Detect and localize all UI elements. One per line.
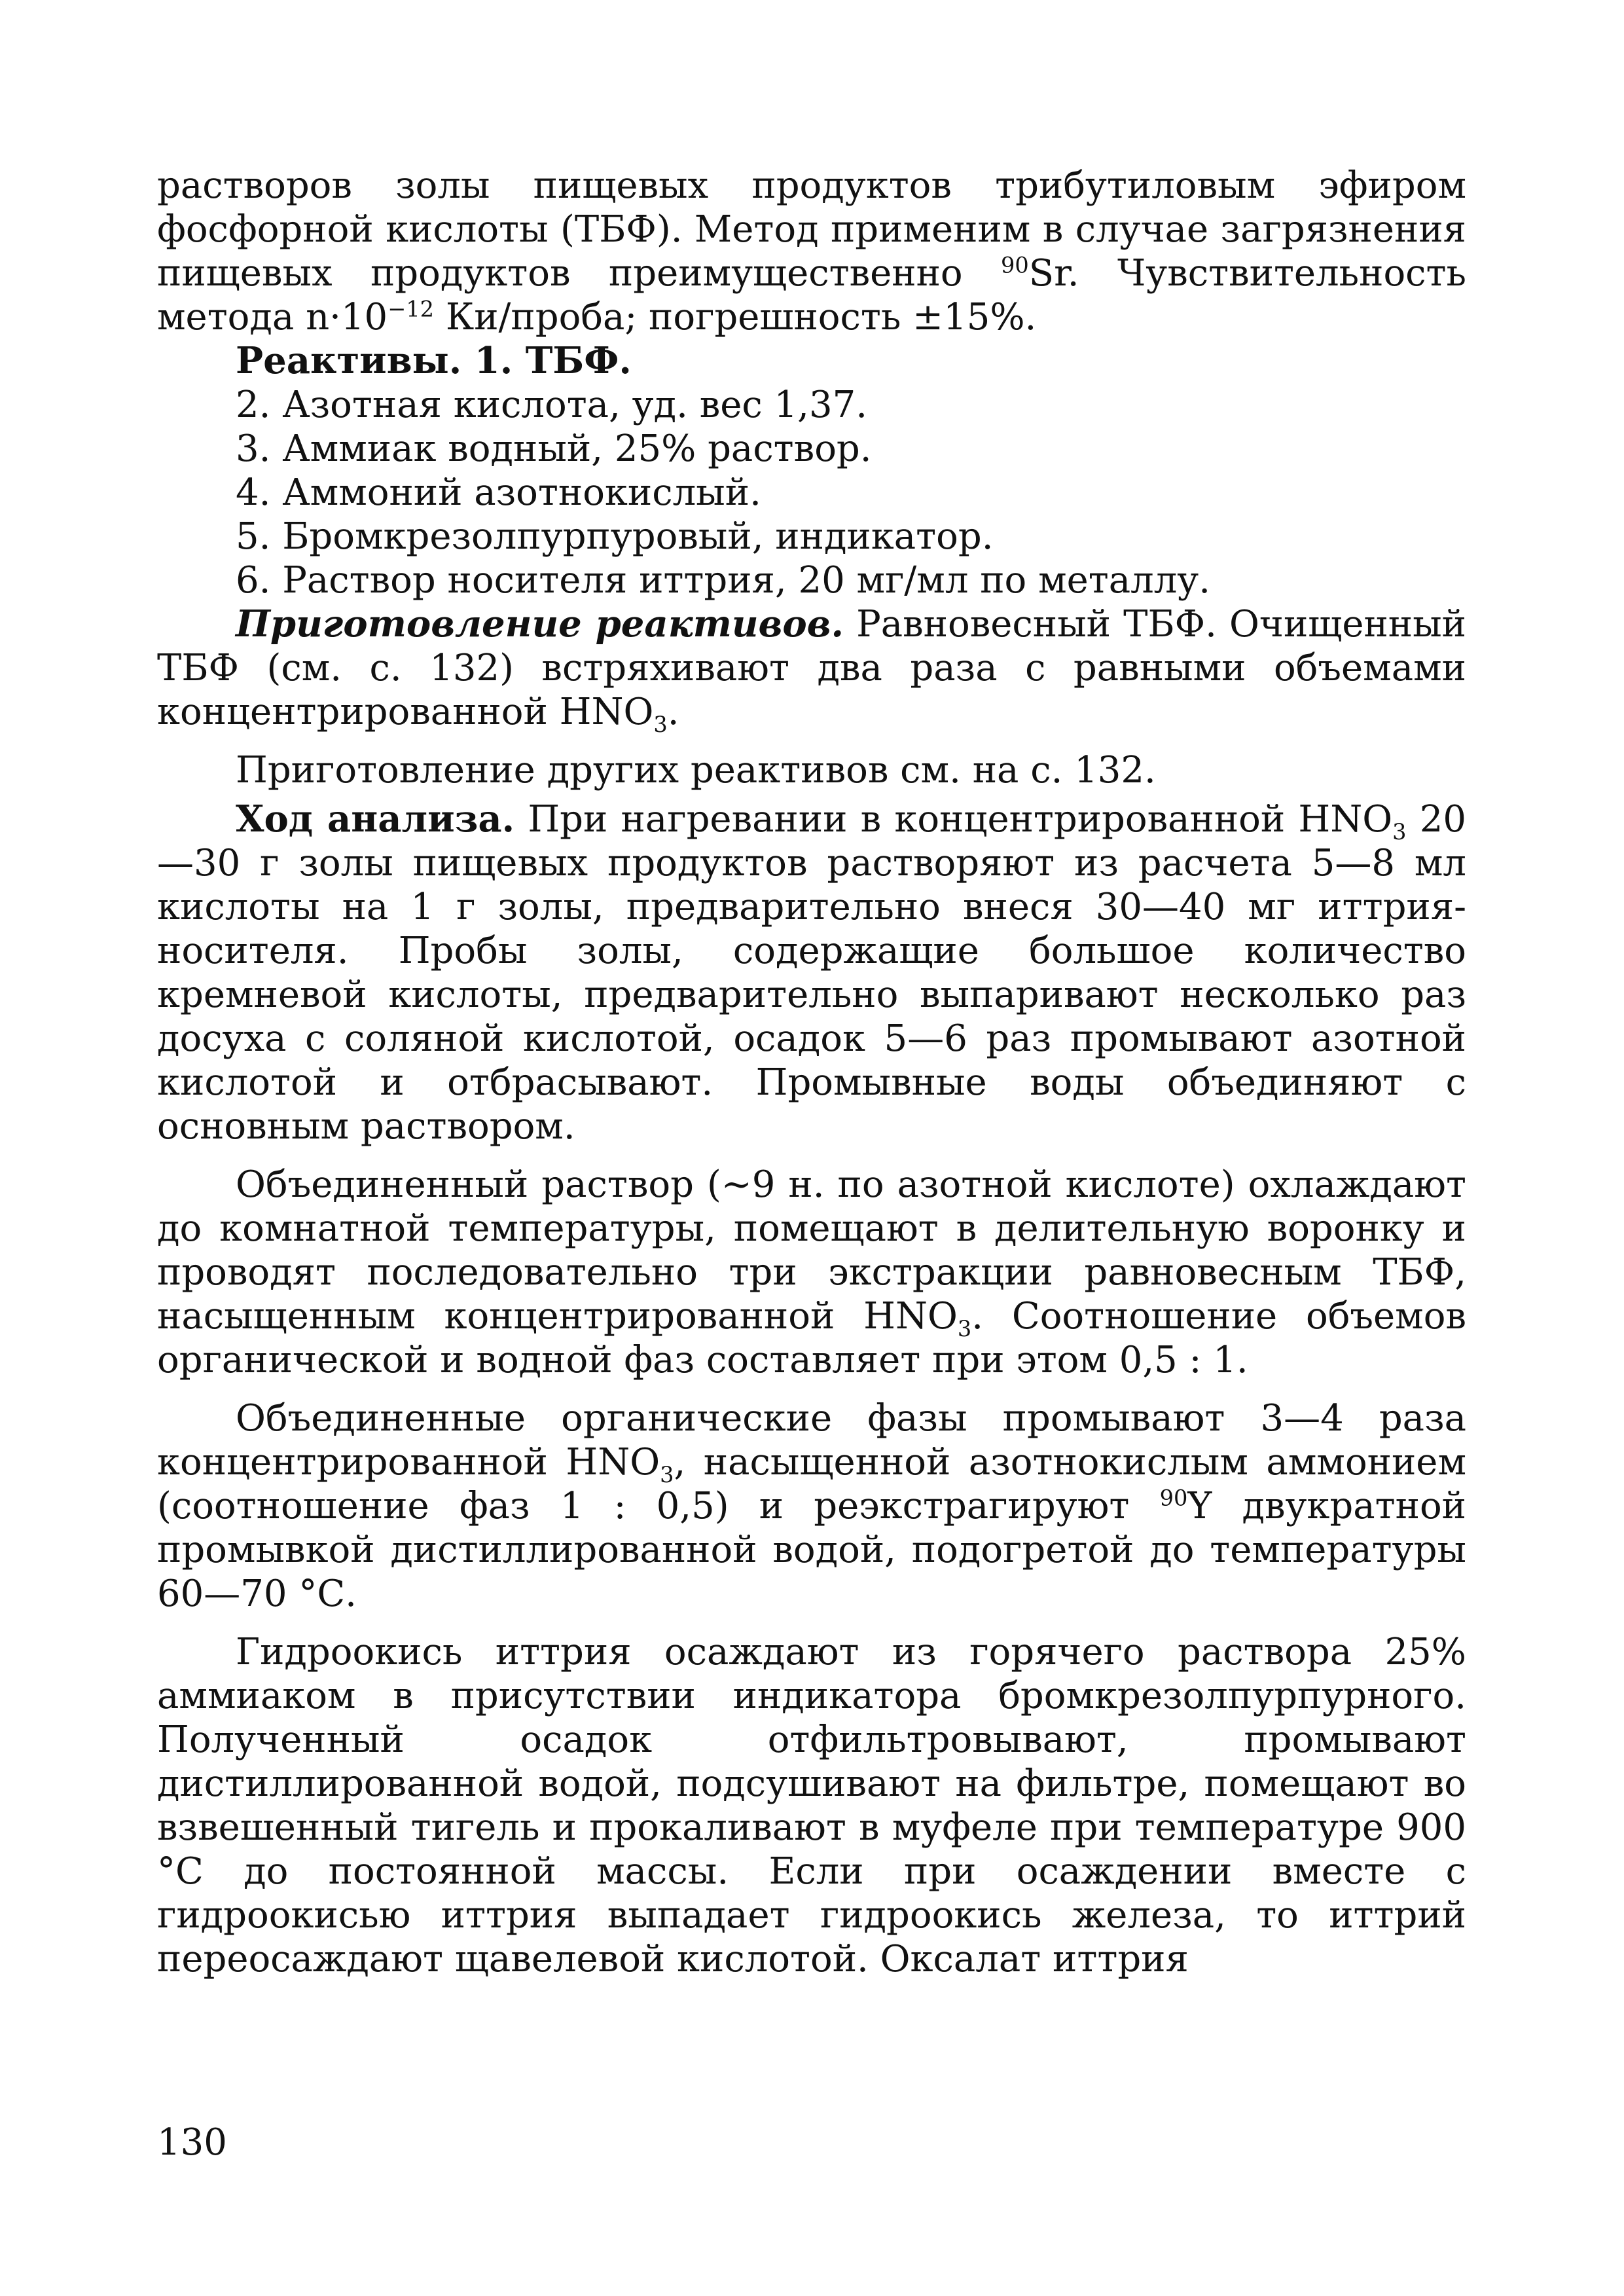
preparation-paragraph [157,602,1467,738]
other-reagents-paragraph: Приготовление других реактивов см. на с. 132. [236,749,1156,792]
combined-solution-paragraph [157,1163,1466,1382]
yttrium-symbol: Y [1187,1485,1212,1527]
analysis-paragraph [157,797,1466,1148]
yttrium-mass-number: 90 [1159,1485,1188,1511]
intro-text-b: . Чувствительность метода n·10 [157,252,1466,338]
reagent-item: 5. Бромкрезолпурпуровый, индикатор. [236,515,994,558]
analysis-text-a: При нагревании в концентрированной HNO [514,798,1393,841]
intro-text-c: Ки/проба; погрешность ±15%. [434,296,1037,338]
reagent-item: 6. Раствор носителя иттрия, 20 мг/мл по металлу. [236,559,1211,602]
analysis-heading: Ход анализа. [236,797,515,841]
nitric-subscript: 3 [653,712,668,738]
reagent-item: 2. Азотная кислота, уд. вес 1,37. [236,384,868,426]
nitric-subscript: 3 [1392,819,1407,845]
page-number: 130 [157,2121,227,2164]
intro-paragraph [157,164,1466,339]
sensitivity-exponent: −12 [388,296,435,322]
organic-text-b: , насыщенной азотнокислым аммонием (соотношение фаз 1 : 0,5) и реэкстрагируют [157,1441,1466,1527]
organic-text-a: Объединенные органические фазы промывают 3—4 раза концентрированной HNO [157,1397,1466,1484]
strontium-mass-number: 90 [1001,252,1029,278]
strontium-symbol: Sr [1028,252,1068,295]
combined-text-b: . Соотношение объемов органической и водной фаз составляет при этом 0,5 : 1. [157,1295,1466,1381]
page-body [157,164,1466,1981]
preparation-text-a: Равновесный ТБФ. Очищенный ТБФ (см. с. 132) встряхивают два раза с равными объемами концентрированной HNO [157,603,1467,733]
nitric-subscript: 3 [957,1316,972,1342]
preparation-text-b: . [667,691,679,733]
intro-text-a: растворов золы пищевых продуктов трибутиловым эфиром фосфорной кислоты (ТБФ). Метод применим в случае загрязнения пищевых продуктов преимущественно [157,164,1466,295]
preparation-heading: Приготовление реактивов. [236,602,844,646]
reagent-item: 4. Аммоний азотнокислый. [236,471,761,514]
organic-phases-paragraph [157,1396,1466,1616]
analysis-text-b: 20—30 г золы пищевых продуктов растворяют из расчета 5—8 мл кислоты на 1 г золы, предварительно внеся 30—40 мг иттрия-носителя. Пробы золы, содержащие большое количество кремневой кислоты, предварительно выпаривают несколько раз досуха с соляной кислотой, осадок 5—6 раз промывают азотной кислотой и отбрасывают. Промывные воды объединяют с основным раствором. [157,798,1467,1148]
nitric-subscript: 3 [660,1462,674,1488]
combined-text-a: Объединенный раствор (~9 н. по азотной кислоте) охлаждают до комнатной температуры, помещают в делительную воронку и проводят последовательно три экстракции равновесным ТБФ, насыщенным концентрированной HNO [157,1163,1466,1338]
reagent-item: 3. Аммиак водный, 25% раствор. [236,428,872,470]
reagents-heading: Реактивы. 1. ТБФ. [236,339,632,382]
organic-text-c: двукратной промывкой дистиллированной водой, подогретой до температуры 60—70 °С. [157,1485,1467,1615]
hydroxide-paragraph: Гидроокись иттрия осаждают из горячего раствора 25% аммиаком в присутствии индикатора бромкрезолпурпурного. Полученный осадок отфильтровывают, промывают дистиллированной водой, подсушивают на фильтре, помещают во взвешенный тигель и прокаливают в муфеле при температуре 900 °С до постоянной массы. Если при осаждении вместе с гидроокисью иттрия выпадает гидроокись железа, то иттрий переосаждают щавелевой кислотой. Оксалат иттрия [157,1631,1466,1980]
